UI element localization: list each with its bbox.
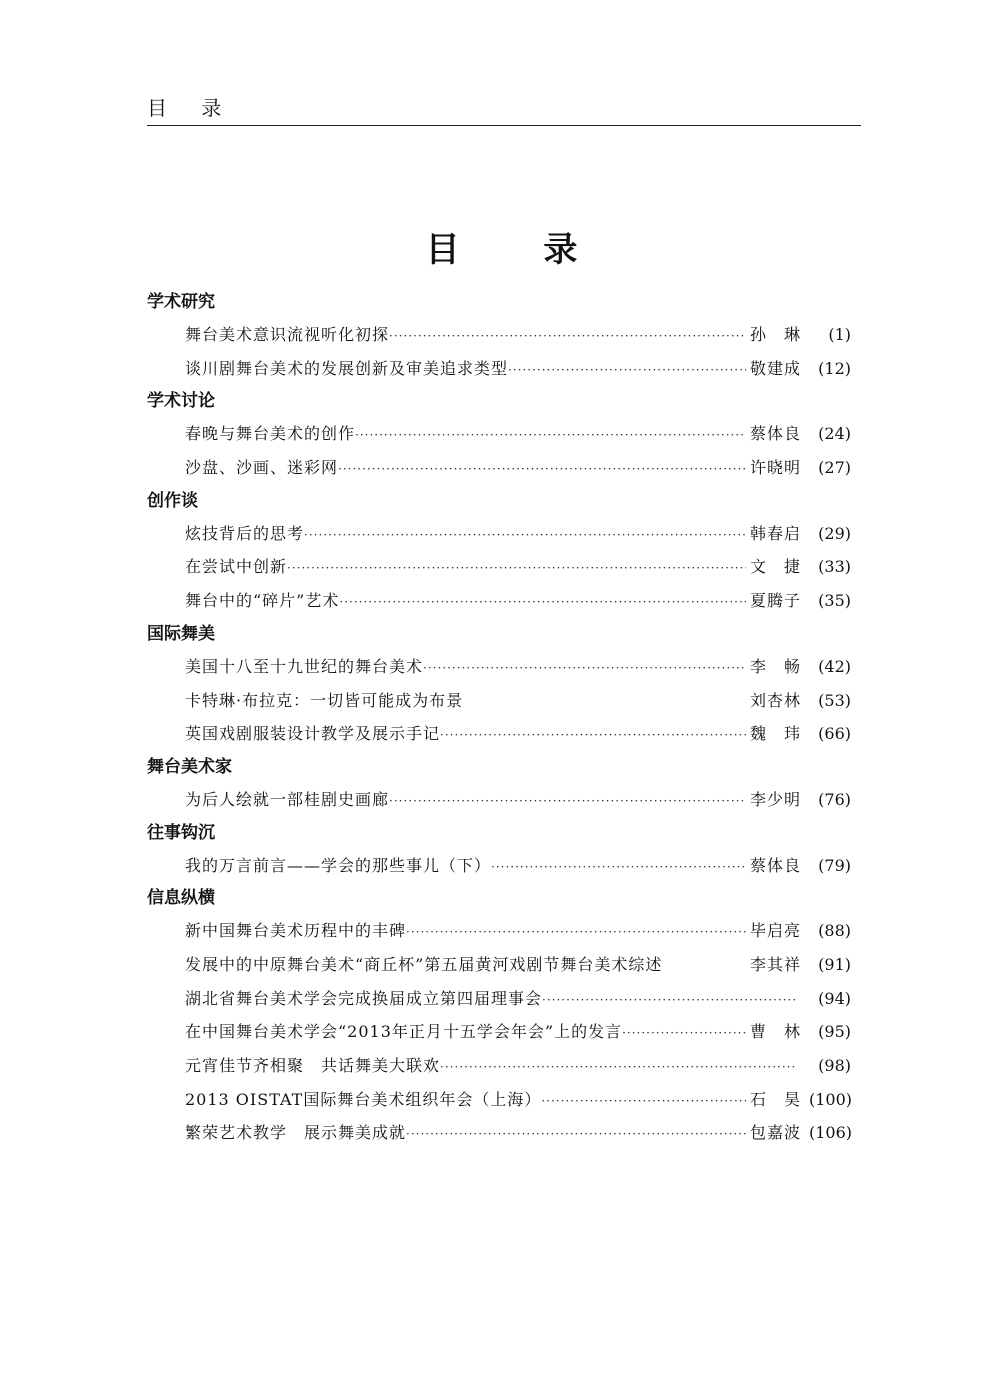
- toc-dot-leader: [542, 984, 797, 1018]
- toc-entry-author: 蔡体良: [749, 855, 801, 875]
- toc-entry-title: 美国十八至十九世纪的舞台美术: [185, 656, 424, 676]
- toc-entry-title: 元宵佳节齐相聚 共话舞美大联欢: [185, 1056, 441, 1075]
- toc-entry-page: (42): [818, 656, 851, 676]
- toc-entry-author: 包嘉波: [749, 1123, 801, 1143]
- toc-entry-title: 繁荣艺术教学 展示舞美成就: [185, 1123, 407, 1143]
- toc-section-title: 学术研究: [147, 292, 215, 312]
- toc-entry-title: 2013 OISTAT国际舞台美术组织年会（上海）: [185, 1089, 542, 1109]
- toc-entry-page: (106): [809, 1123, 853, 1143]
- toc-entry-page: (100): [809, 1089, 853, 1109]
- toc-entry: [185, 451, 851, 485]
- toc-entry: [185, 1049, 851, 1083]
- toc-entry-page: (33): [818, 557, 851, 577]
- toc-entry-title: 湖北省舞台美术学会完成换届成立第四届理事会: [185, 988, 543, 1008]
- toc-dot-leader: [389, 320, 746, 354]
- toc-entry-author: 李其祥: [749, 954, 801, 974]
- toc-entry-author: 李少明: [749, 789, 801, 809]
- toc-entry-author: 许晓明: [749, 458, 801, 478]
- toc-entry-author: 曹 林: [749, 1022, 801, 1042]
- toc-entry: [185, 783, 851, 817]
- toc-entry: [185, 684, 851, 718]
- toc-entry-author: 魏 玮: [749, 724, 801, 744]
- toc-entry-title: 炫技背后的思考: [185, 523, 305, 543]
- toc-entry: [185, 584, 851, 618]
- toc-entry: [185, 914, 851, 948]
- toc-dot-leader: [508, 354, 746, 388]
- toc-entry-author: 敬建成: [749, 358, 801, 378]
- toc-dot-leader: [622, 1017, 746, 1051]
- toc-entry: [185, 948, 851, 982]
- toc-entry-page: (94): [818, 988, 851, 1008]
- toc-entry-page: (29): [818, 523, 851, 543]
- toc-entry-author: 刘杏林: [749, 690, 801, 710]
- toc-dot-leader: [440, 719, 746, 753]
- table-of-contents: [147, 286, 861, 1150]
- toc-entry-author: 文 捷: [749, 557, 801, 577]
- toc-entry-page: (88): [818, 921, 851, 941]
- toc-entry-page: (98): [818, 1056, 851, 1075]
- toc-entry-page: (24): [818, 424, 851, 444]
- toc-entry-page: (66): [818, 724, 851, 744]
- running-header: 目 录: [147, 92, 861, 126]
- toc-entry-title: 在中国舞台美术学会“2013年正月十五学会年会”上的发言: [185, 1022, 623, 1042]
- toc-entry-title: 为后人绘就一部桂剧史画廊: [185, 789, 390, 809]
- toc-entry-author: 李 畅: [749, 656, 801, 676]
- toc-entry: [185, 650, 851, 684]
- toc-dot-leader: [406, 1118, 746, 1152]
- toc-entry: [185, 1015, 851, 1049]
- toc-entry-title: 我的万言前言——学会的那些事儿（下）: [185, 855, 492, 875]
- toc-entry-page: (95): [818, 1022, 851, 1042]
- toc-dot-leader: [389, 785, 746, 819]
- toc-entry-page: (27): [818, 458, 851, 478]
- toc-entry-title: 舞台美术意识流视听化初探: [185, 325, 390, 344]
- toc-entry: [185, 1116, 851, 1150]
- toc-dot-leader: [423, 652, 746, 686]
- toc-dot-leader: [406, 916, 746, 950]
- toc-entry-page: (76): [818, 789, 851, 809]
- toc-entry-author: 石 昊: [749, 1089, 801, 1109]
- toc-section-title: 学术讨论: [147, 391, 215, 412]
- toc-entry: [185, 550, 851, 584]
- toc-section-title: 舞台美术家: [147, 756, 232, 777]
- toc-dot-leader: [287, 552, 746, 586]
- toc-entry-title: 发展中的中原舞台美术“商丘杯”第五届黄河戏剧节舞台美术综述: [185, 954, 663, 974]
- toc-entry-page: (91): [818, 954, 851, 974]
- toc-entry-title: 春晚与舞台美术的创作: [185, 424, 356, 444]
- toc-section-title: 信息纵横: [147, 888, 215, 909]
- toc-dot-leader: [355, 419, 746, 453]
- toc-entry-title: 新中国舞台美术历程中的丰碑: [185, 921, 407, 941]
- toc-entry: [185, 417, 851, 451]
- toc-dot-leader: [541, 1085, 746, 1119]
- toc-entry-author: 毕启亮: [749, 921, 801, 941]
- toc-entry-title: 谈川剧舞台美术的发展创新及审美追求类型: [185, 358, 509, 378]
- toc-entry-page: (79): [818, 855, 851, 875]
- toc-entry-author: 韩春启: [749, 523, 801, 543]
- toc-entry: [185, 517, 851, 551]
- toc-entry: [185, 982, 851, 1016]
- toc-entry-title: 在尝试中创新: [185, 557, 288, 577]
- toc-entry-page: (1): [828, 325, 851, 344]
- toc-entry-page: (35): [818, 591, 851, 611]
- toc-dot-leader: [304, 519, 746, 553]
- toc-dot-leader: [339, 586, 746, 620]
- toc-entry: [185, 352, 851, 386]
- toc-entry-author: 孙 琳: [749, 325, 801, 344]
- toc-entry-title: 沙盘、沙画、迷彩网: [185, 458, 339, 478]
- toc-section-title: 国际舞美: [147, 623, 215, 644]
- toc-entry-page: (53): [818, 690, 851, 710]
- toc-dot-leader: [440, 1051, 797, 1085]
- toc-entry-page: (12): [818, 358, 851, 378]
- toc-entry-author: 夏腾子: [749, 591, 801, 611]
- toc-entry: [185, 849, 851, 883]
- toc-section-title: 往事钩沉: [147, 822, 215, 843]
- toc-entry-title: 卡特琳·布拉克：一切皆可能成为布景: [185, 690, 464, 710]
- toc-entry-title: 英国戏剧服装设计教学及展示手记: [185, 724, 441, 744]
- toc-entry-author: 蔡体良: [749, 424, 801, 444]
- toc-entry: [185, 318, 851, 352]
- toc-entry-title: 舞台中的“碎片”艺术: [185, 591, 340, 611]
- toc-dot-leader: [338, 453, 746, 487]
- toc-section-title: 创作谈: [147, 490, 198, 511]
- toc-entry: [185, 1083, 851, 1117]
- toc-entry: [185, 717, 851, 751]
- page-title: 目 录: [425, 230, 614, 270]
- toc-dot-leader: [491, 851, 746, 885]
